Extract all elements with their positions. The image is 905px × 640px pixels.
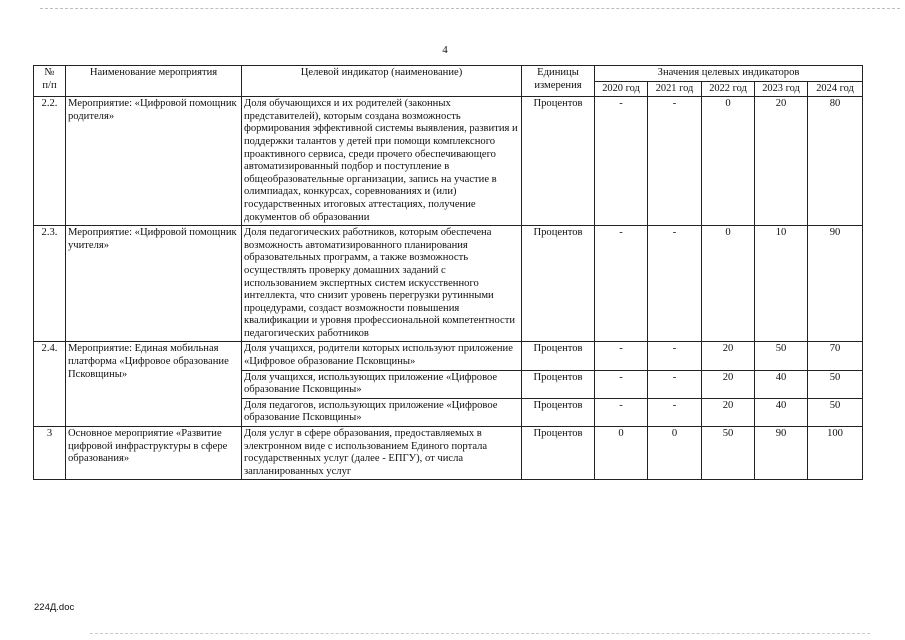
value-cell: 40 — [755, 370, 808, 398]
value-cell: - — [648, 226, 702, 342]
value-cell: 20 — [702, 370, 755, 398]
indicator-text: Доля учащихся, использующих приложение «Цифровое образование Псковщины» — [242, 370, 522, 398]
header-num — [34, 66, 66, 97]
value-cell: 90 — [808, 226, 863, 342]
value-cell: 50 — [702, 427, 755, 480]
value-cell: - — [595, 342, 648, 370]
value-cell: 0 — [595, 427, 648, 480]
scan-artifact-top — [40, 8, 900, 10]
unit-cell: Процентов — [522, 342, 595, 370]
header-year: 2022 год — [702, 81, 755, 97]
unit-cell: Процентов — [522, 97, 595, 226]
indicator-text: Доля обучающихся и их родителей (законных представителей), которым создана возможность формирования эффективной системы выявления, развития и поддержки талантов у детей при помощи комплексного проактивного сервиса, среди прочего обеспечивающего автоматизированный подбор и поступление в общеобразовательные организации, запись на участие в олимпиадах, конкурсах, соревнованиях и (или) государственных итоговых аттестациях, получение документов об образовании — [242, 97, 522, 226]
unit-cell: Процентов — [522, 398, 595, 426]
value-cell: 80 — [808, 97, 863, 226]
value-cell: - — [595, 398, 648, 426]
table-row — [34, 97, 863, 226]
indicator-text: Доля педагогических работников, которым обеспечена возможность автоматизированного планирования образовательных программ, а также возможность осуществлять проверку домашних заданий с использованием экспертных систем искусственного интеллекта, что снизит уровень перегрузки рутинными процедурами, создаст возможности повышения квалификации и уровня профессиональной компетентности педагогических работников — [242, 226, 522, 342]
header-units: Единицы измерения — [522, 66, 595, 97]
value-cell: - — [595, 226, 648, 342]
unit-cell: Процентов — [522, 427, 595, 480]
header-num-line2: п/п — [42, 79, 57, 91]
event-name: Мероприятие: «Цифровой помощник родителя» — [66, 97, 242, 226]
value-cell: 90 — [755, 427, 808, 480]
value-cell: 10 — [755, 226, 808, 342]
indicator-text: Доля учащихся, родители которых используют приложение «Цифровое образование Псковщины» — [242, 342, 522, 370]
header-year: 2023 год — [755, 81, 808, 97]
value-cell: 50 — [755, 342, 808, 370]
event-name: Мероприятие: Единая мобильная платформа «Цифровое образование Псковщины» — [66, 342, 242, 427]
value-cell: - — [648, 342, 702, 370]
table-row — [34, 427, 863, 480]
unit-cell: Процентов — [522, 226, 595, 342]
event-name: Основное мероприятие «Развитие цифровой инфраструктуры в сфере образования» — [66, 427, 242, 480]
value-cell: - — [648, 97, 702, 226]
value-cell: 0 — [648, 427, 702, 480]
scan-artifact-bottom — [90, 633, 870, 635]
row-number: 3 — [34, 427, 66, 480]
row-number: 2.3. — [34, 226, 66, 342]
header-year: 2020 год — [595, 81, 648, 97]
value-cell: - — [648, 398, 702, 426]
page-number: 4 — [442, 44, 448, 56]
value-cell: 0 — [702, 97, 755, 226]
value-cell: 100 — [808, 427, 863, 480]
row-number: 2.4. — [34, 342, 66, 427]
value-cell: 0 — [702, 226, 755, 342]
value-cell: 40 — [755, 398, 808, 426]
event-name: Мероприятие: «Цифровой помощник учителя» — [66, 226, 242, 342]
table-row — [34, 342, 863, 370]
header-row — [34, 66, 863, 82]
header-indicator-name: Целевой индикатор (наименование) — [242, 66, 522, 97]
value-cell: 50 — [808, 370, 863, 398]
header-event-name: Наименование мероприятия — [66, 66, 242, 97]
table-row — [34, 226, 863, 342]
value-cell: 70 — [808, 342, 863, 370]
row-number: 2.2. — [34, 97, 66, 226]
value-cell: 50 — [808, 398, 863, 426]
value-cell: 20 — [702, 342, 755, 370]
unit-cell: Процентов — [522, 370, 595, 398]
indicator-text: Доля педагогов, использующих приложение «Цифровое образование Псковщины» — [242, 398, 522, 426]
value-cell: 20 — [755, 97, 808, 226]
header-num-line1: № — [44, 67, 55, 78]
document-filename: 224Д.doc — [34, 602, 75, 613]
value-cell: 20 — [702, 398, 755, 426]
value-cell: - — [595, 97, 648, 226]
target-indicators-table — [33, 65, 863, 480]
header-values-title: Значения целевых индикаторов — [595, 66, 863, 82]
value-cell: - — [595, 370, 648, 398]
header-year: 2024 год — [808, 81, 863, 97]
value-cell: - — [648, 370, 702, 398]
header-year: 2021 год — [648, 81, 702, 97]
indicator-text: Доля услуг в сфере образования, предоставляемых в электронном виде с использованием Единого портала государственных услуг (далее - ЕПГУ), от числа запланированных услуг — [242, 427, 522, 480]
